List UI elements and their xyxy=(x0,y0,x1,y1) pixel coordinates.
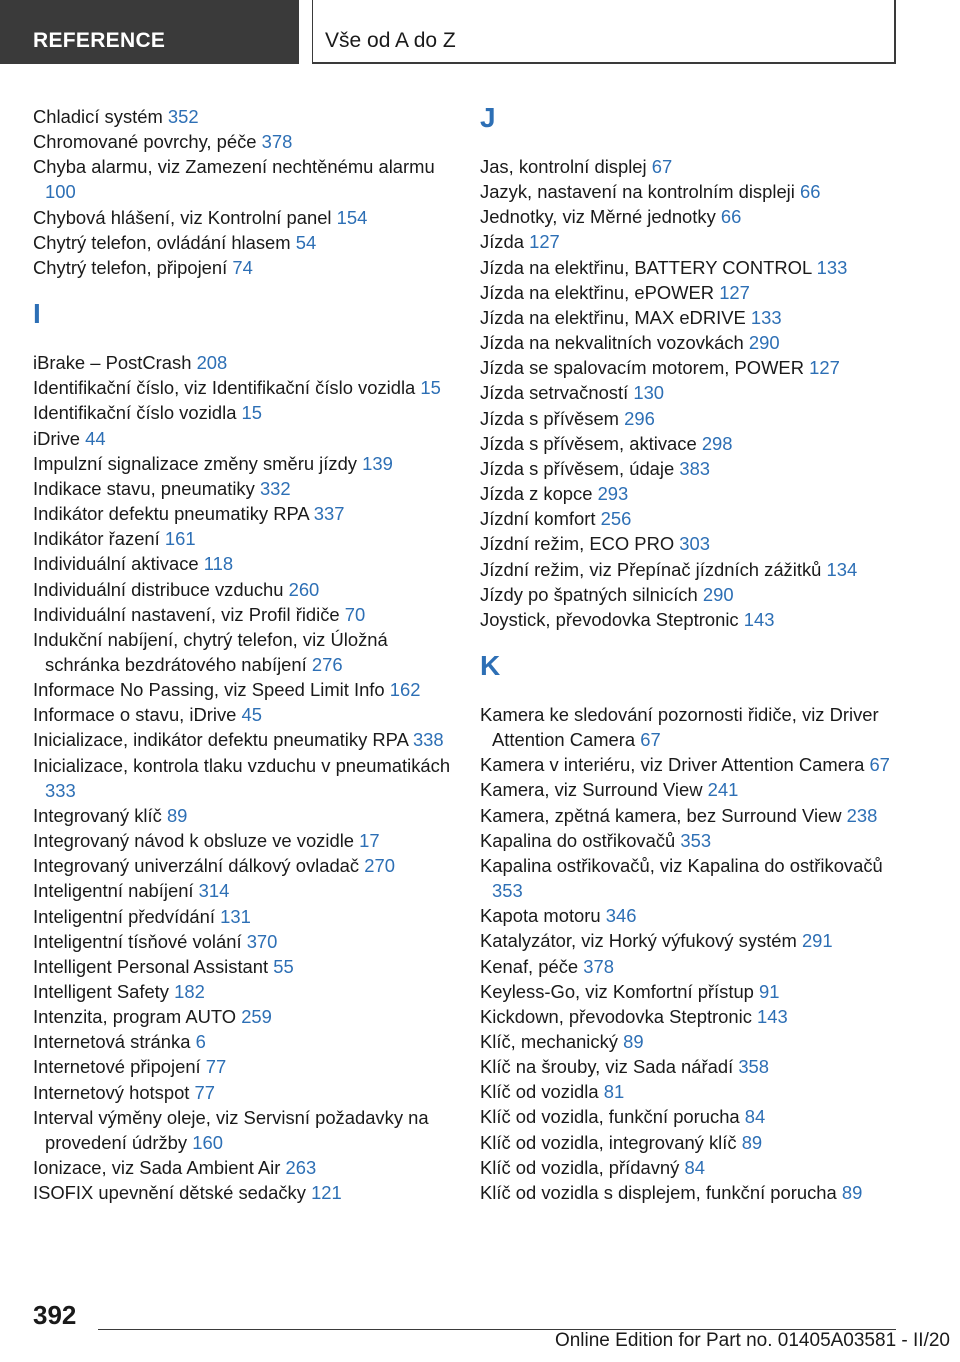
index-page-link[interactable]: 352 xyxy=(167,106,199,127)
index-entry xyxy=(33,1029,453,1054)
index-entry xyxy=(33,677,453,702)
index-page-link[interactable]: 66 xyxy=(720,206,742,228)
index-page-link[interactable]: 130 xyxy=(633,382,665,404)
index-entry-term: Katalyzátor, viz Horký výfukový systém xyxy=(480,930,797,952)
index-entry-term: Jízda se spalovacím motorem, POWER xyxy=(480,357,804,379)
index-entry xyxy=(480,1004,900,1029)
index-entry-term: Klíč od vozidla xyxy=(480,1081,599,1103)
index-entry xyxy=(33,526,453,551)
index-letter-heading: K xyxy=(480,649,501,681)
index-entry xyxy=(480,531,900,556)
index-entry xyxy=(480,1130,900,1155)
index-page-link[interactable]: 296 xyxy=(624,407,655,429)
index-entry-term: Klíč na šrouby, viz Sada nářadí xyxy=(480,1056,734,1078)
index-entry xyxy=(33,255,453,280)
index-entry xyxy=(480,1180,900,1205)
index-entry-term: Jízdní režim, ECO PRO xyxy=(480,533,675,555)
index-page-link[interactable]: 134 xyxy=(826,558,858,580)
index-entry xyxy=(480,380,900,405)
index-entry xyxy=(33,476,453,501)
chapter-title-box xyxy=(312,0,896,64)
index-entry xyxy=(480,979,900,1004)
index-entry xyxy=(33,702,453,727)
index-entry xyxy=(480,582,900,607)
index-entry xyxy=(33,205,453,230)
index-entry-term: Kapalina do ostřikovačů xyxy=(480,829,676,851)
index-entry xyxy=(480,803,900,828)
index-entry-term: Kamera, zpětná kamera, bez Surround View xyxy=(480,804,842,826)
index-page-link[interactable]: 89 xyxy=(166,804,188,826)
index-entry-term: Jízda s přívěsem, údaje xyxy=(480,457,675,479)
index-page-link[interactable]: 263 xyxy=(285,1157,317,1179)
page-number: 392 xyxy=(33,1300,77,1330)
index-entry-term: Integrovaný návod k obsluze ve vozidle xyxy=(33,830,355,852)
index-entry xyxy=(480,777,900,802)
index-entry-term: Indikátor řazení xyxy=(33,528,160,550)
index-entry-term: Jízda s přívěsem xyxy=(480,407,619,429)
index-entry-term: Jízdní komfort xyxy=(480,508,596,530)
index-entry-term: Jízda na elektřinu, BATTERY CONTROL xyxy=(480,256,812,278)
index-entry xyxy=(480,481,900,506)
index-entry xyxy=(33,753,453,803)
index-entry-term: Individuální distribuce vzduchu xyxy=(33,578,284,600)
index-page-link[interactable]: 100 xyxy=(45,181,76,203)
index-entry-term: Internetový hotspot xyxy=(33,1081,190,1103)
index-page-link[interactable]: 67 xyxy=(869,754,890,776)
index-entry-term: Interval výměny oleje, viz Servisní požadavky na provedení údržby xyxy=(33,1106,429,1153)
index-entry-term: Identifikační číslo vozidla xyxy=(33,402,237,424)
index-page-link[interactable]: 346 xyxy=(605,905,637,927)
index-entry xyxy=(480,204,900,229)
index-entry xyxy=(480,406,900,431)
index-entry xyxy=(33,451,453,476)
index-entry xyxy=(480,954,900,979)
section-label: REFERENCE xyxy=(33,29,166,52)
index-page-link[interactable]: 89 xyxy=(741,1131,763,1153)
index-entry-term: Integrovaný klíč xyxy=(33,804,162,826)
index-entry-term: Jazyk, nastavení na kontrolním displeji xyxy=(480,181,795,203)
index-entry xyxy=(33,803,453,828)
index-entry-term: Intelligent Personal Assistant xyxy=(33,955,269,977)
edition-note: Online Edition for Part no. 01405A03581 - II/20 xyxy=(554,1330,950,1351)
index-entry xyxy=(480,853,900,903)
index-page-link[interactable]: 77 xyxy=(194,1081,216,1103)
index-page-link[interactable]: 118 xyxy=(203,553,234,575)
index-page-link[interactable]: 127 xyxy=(529,231,560,253)
index-entry xyxy=(480,506,900,531)
index-entry xyxy=(33,627,453,677)
index-entry xyxy=(33,602,453,627)
index-page-link[interactable]: 208 xyxy=(196,352,228,374)
index-page-link[interactable]: 74 xyxy=(232,256,253,278)
index-entry-term: Jízda s přívěsem, aktivace xyxy=(480,432,697,454)
index-entry-term: Individuální aktivace xyxy=(33,553,199,575)
index-entry xyxy=(33,551,453,576)
index-entry xyxy=(33,1004,453,1029)
index-entry xyxy=(33,979,453,1004)
index-entry-term: Kamera, viz Surround View xyxy=(480,779,703,801)
index-entry xyxy=(33,129,453,154)
index-entry-term: Klíč od vozidla, integrovaný klíč xyxy=(480,1131,737,1153)
index-entry xyxy=(33,375,453,400)
index-page-link[interactable]: 276 xyxy=(311,653,343,675)
index-entry-term: Klíč od vozidla, přídavný xyxy=(480,1156,680,1178)
section-tab xyxy=(0,0,299,64)
index-page-link[interactable]: 17 xyxy=(359,830,380,852)
index-entry xyxy=(480,1155,900,1180)
index-entry-term: Jízda na nekvalitních vozovkách xyxy=(480,332,744,354)
index-page-link[interactable]: 259 xyxy=(241,1006,272,1028)
index-entry-term: Chladicí systém xyxy=(33,106,163,127)
index-page-link[interactable]: 133 xyxy=(750,306,782,328)
index-page-link[interactable]: 353 xyxy=(492,880,523,902)
index-entry xyxy=(480,1079,900,1104)
index-page-link[interactable]: 91 xyxy=(759,980,780,1002)
index-entry-term: Jízda xyxy=(480,231,524,253)
index-entry xyxy=(33,154,453,204)
index-entry xyxy=(480,305,900,330)
index-entry-term: Jas, kontrolní displej xyxy=(480,156,647,177)
index-column-right xyxy=(480,104,900,1205)
index-page-link[interactable]: 84 xyxy=(684,1156,705,1178)
index-page-link[interactable]: 15 xyxy=(241,402,263,424)
page-header xyxy=(0,0,960,66)
index-letter-heading: J xyxy=(480,102,496,133)
index-entry-term: Internetové připojení xyxy=(33,1056,201,1078)
index-page-link[interactable]: 260 xyxy=(288,578,320,600)
index-entry xyxy=(480,752,900,777)
index-entry xyxy=(33,929,453,954)
index-entry-term: iBrake – PostCrash xyxy=(33,352,192,374)
index-entry xyxy=(33,904,453,929)
index-entry xyxy=(33,1080,453,1105)
index-entry-term: Kenaf, péče xyxy=(480,955,579,977)
index-page-link[interactable]: 338 xyxy=(412,729,444,751)
index-page-link[interactable]: 133 xyxy=(816,256,848,278)
index-page-link[interactable]: 238 xyxy=(846,804,878,826)
index-page-link[interactable]: 370 xyxy=(246,930,278,952)
index-entry-term: Kickdown, převodovka Steptronic xyxy=(480,1005,752,1027)
index-page-link[interactable]: 55 xyxy=(273,955,294,977)
index-entry xyxy=(480,355,900,380)
index-entry-term: Identifikační číslo, viz Identifikační číslo vozidla xyxy=(33,377,416,399)
index-page-link[interactable]: 160 xyxy=(192,1131,223,1153)
index-entry xyxy=(33,350,453,375)
index-entry xyxy=(480,702,900,752)
index-entry xyxy=(33,426,453,451)
index-page-link[interactable]: 89 xyxy=(623,1031,644,1052)
index-entry xyxy=(33,1155,453,1180)
index-page-link[interactable]: 162 xyxy=(389,679,421,701)
index-entry xyxy=(480,330,900,355)
index-entry-term: Inteligentní předvídání xyxy=(33,905,215,927)
index-entry xyxy=(480,1054,900,1079)
index-entry xyxy=(480,557,900,582)
index-entry-term: Keyless-Go, viz Komfortní přístup xyxy=(480,980,754,1002)
index-entry xyxy=(480,1104,900,1129)
chapter-title: Vše od A do Z xyxy=(325,29,456,52)
index-page-link[interactable]: 353 xyxy=(680,829,712,851)
index-page-link[interactable]: 70 xyxy=(344,603,366,625)
index-entry xyxy=(480,431,900,456)
index-entry xyxy=(480,280,900,305)
index-page-link[interactable]: 314 xyxy=(198,880,230,902)
index-entry xyxy=(480,1029,900,1054)
index-page-link[interactable]: 333 xyxy=(45,779,76,801)
index-entry-term: Inicializace, kontrola tlaku vzduchu v pneumatikách xyxy=(33,754,451,776)
index-page-link[interactable]: 84 xyxy=(744,1106,766,1128)
index-page-link[interactable]: 303 xyxy=(679,533,710,555)
index-entry xyxy=(33,853,453,878)
index-entry-term: Inteligentní nabíjení xyxy=(33,880,194,902)
index-entry-term: Individuální nastavení, viz Profil řidiče xyxy=(33,603,340,625)
index-entry xyxy=(33,878,453,903)
index-page-link[interactable]: 182 xyxy=(174,981,205,1002)
index-entry-term: Indikace stavu, pneumatiky xyxy=(33,477,255,499)
index-entry-term: Jednotky, viz Měrné jednotky xyxy=(480,206,716,228)
index-entry xyxy=(33,954,453,979)
index-entry xyxy=(33,1054,453,1079)
index-page-link[interactable]: 383 xyxy=(679,457,711,479)
index-entry xyxy=(33,727,453,752)
index-page-link[interactable]: 131 xyxy=(220,905,251,927)
index-entry xyxy=(33,104,453,129)
index-page-link[interactable]: 378 xyxy=(261,131,293,153)
index-entry xyxy=(480,903,900,928)
index-entry-term: Chyba alarmu, viz Zamezení nechtěnému alarmu xyxy=(33,156,435,178)
index-page-link[interactable]: 66 xyxy=(799,181,821,203)
index-page-link[interactable]: 291 xyxy=(801,930,833,952)
index-entry xyxy=(33,1105,453,1155)
index-entry-term: Impulzní signalizace změny směru jízdy xyxy=(33,452,358,474)
index-page-link[interactable]: 290 xyxy=(702,583,734,605)
index-entry-term: Intelligent Safety xyxy=(33,981,169,1002)
index-page-link[interactable]: 67 xyxy=(640,729,661,751)
index-page-link[interactable]: 127 xyxy=(809,357,840,379)
index-entry xyxy=(480,456,900,481)
index-page-link[interactable]: 358 xyxy=(738,1056,769,1078)
index-entry-term: Klíč od vozidla s displejem, funkční porucha xyxy=(480,1181,837,1203)
index-page-link[interactable]: 290 xyxy=(748,332,780,354)
index-entry-term: Kapota motoru xyxy=(480,905,601,927)
index-entry xyxy=(33,501,453,526)
index-page-link[interactable]: 332 xyxy=(259,477,291,499)
index-entry-term: Inicializace, indikátor defektu pneumatiky RPA xyxy=(33,729,408,751)
index-entry xyxy=(480,229,900,254)
index-entry-term: ISOFIX upevnění dětské sedačky xyxy=(33,1182,306,1204)
index-page-link[interactable]: 143 xyxy=(757,1005,788,1027)
index-page-link[interactable]: 89 xyxy=(841,1181,863,1203)
index-entry xyxy=(480,828,900,853)
index-page-link[interactable]: 127 xyxy=(719,281,750,303)
index-entry-term: Jízdní režim, viz Přepínač jízdních zážitků xyxy=(480,558,822,580)
index-entry xyxy=(33,1180,453,1205)
index-page-link[interactable]: 6 xyxy=(195,1031,206,1053)
index-entry xyxy=(480,255,900,280)
index-entry-term: Klíč od vozidla, funkční porucha xyxy=(480,1106,740,1128)
index-entry-term: Informace No Passing, viz Speed Limit Info xyxy=(33,679,385,701)
index-entry-term: Kamera v interiéru, viz Driver Attention Camera xyxy=(480,754,865,776)
index-page-link[interactable]: 337 xyxy=(313,503,345,525)
index-entry-term: Chybová hlášení, viz Kontrolní panel xyxy=(33,206,332,228)
index-entry xyxy=(480,154,900,179)
index-entry-term: Joystick, převodovka Steptronic xyxy=(480,608,739,630)
index-entry xyxy=(33,400,453,425)
index-entry-term: Kapalina ostřikovačů, viz Kapalina do ostřikovačů xyxy=(480,854,883,876)
index-entry-term: iDrive xyxy=(33,427,81,449)
index-entry-term: Intenzita, program AUTO xyxy=(33,1006,237,1028)
index-entry xyxy=(33,230,453,255)
index-page-link[interactable]: 143 xyxy=(743,608,775,630)
index-entry-term: Jízda na elektřinu, MAX eDRIVE xyxy=(480,306,746,328)
index-entry xyxy=(480,607,900,632)
index-page-link[interactable]: 378 xyxy=(583,955,614,977)
index-entry-term: Ionizace, viz Sada Ambient Air xyxy=(33,1157,281,1179)
index-page-link[interactable]: 67 xyxy=(651,156,673,177)
index-entry-term: Jízda setrvačností xyxy=(480,382,629,404)
index-entry-term: Inteligentní tísňové volání xyxy=(33,930,242,952)
index-entry-term: Jízdy po špatných silnicích xyxy=(480,583,698,605)
index-page-link[interactable]: 54 xyxy=(295,231,317,253)
index-entry-term: Informace o stavu, iDrive xyxy=(33,704,237,726)
index-entry-term: Kamera ke sledování pozornosti řidiče, viz Driver Attention Camera xyxy=(480,703,879,751)
index-page-link[interactable]: 139 xyxy=(362,452,393,474)
index-page-link[interactable]: 45 xyxy=(241,704,262,726)
index-page-link[interactable]: 81 xyxy=(603,1081,625,1103)
index-entry xyxy=(33,577,453,602)
index-page-link[interactable]: 270 xyxy=(364,855,395,877)
index-entry-term: Jízda na elektřinu, ePOWER xyxy=(480,281,715,303)
index-page-link[interactable]: 77 xyxy=(205,1056,227,1078)
index-page-link[interactable]: 298 xyxy=(701,432,733,454)
index-entry xyxy=(480,928,900,953)
index-page-link[interactable]: 15 xyxy=(420,377,441,399)
index-page-link[interactable]: 161 xyxy=(164,528,196,550)
index-entry xyxy=(33,828,453,853)
index-entry xyxy=(480,179,900,204)
index-page-link[interactable]: 241 xyxy=(707,779,739,801)
index-page-link[interactable]: 154 xyxy=(336,206,368,228)
index-entry-term: Integrovaný univerzální dálkový ovladač xyxy=(33,855,360,877)
index-page-link[interactable]: 256 xyxy=(600,508,632,530)
index-page-link[interactable]: 121 xyxy=(311,1182,342,1204)
index-entry-term: Klíč, mechanický xyxy=(480,1031,618,1052)
index-page-link[interactable]: 44 xyxy=(85,427,106,449)
index-entry-term: Indukční nabíjení, chytrý telefon, viz Úložná schránka bezdrátového nabíjení xyxy=(33,628,388,675)
index-page-link[interactable]: 293 xyxy=(597,483,629,505)
index-column-left xyxy=(33,104,453,1205)
index-entry-term: Chytrý telefon, ovládání hlasem xyxy=(33,231,291,253)
index-entry-term: Chromované povrchy, péče xyxy=(33,131,257,153)
index-entry-term: Jízda z kopce xyxy=(480,483,593,505)
index-entry-term: Chytrý telefon, připojení xyxy=(33,256,228,278)
index-entry-term: Internetová stránka xyxy=(33,1031,191,1053)
index-entry-term: Indikátor defektu pneumatiky RPA xyxy=(33,503,309,525)
index-letter-heading: I xyxy=(33,298,41,330)
